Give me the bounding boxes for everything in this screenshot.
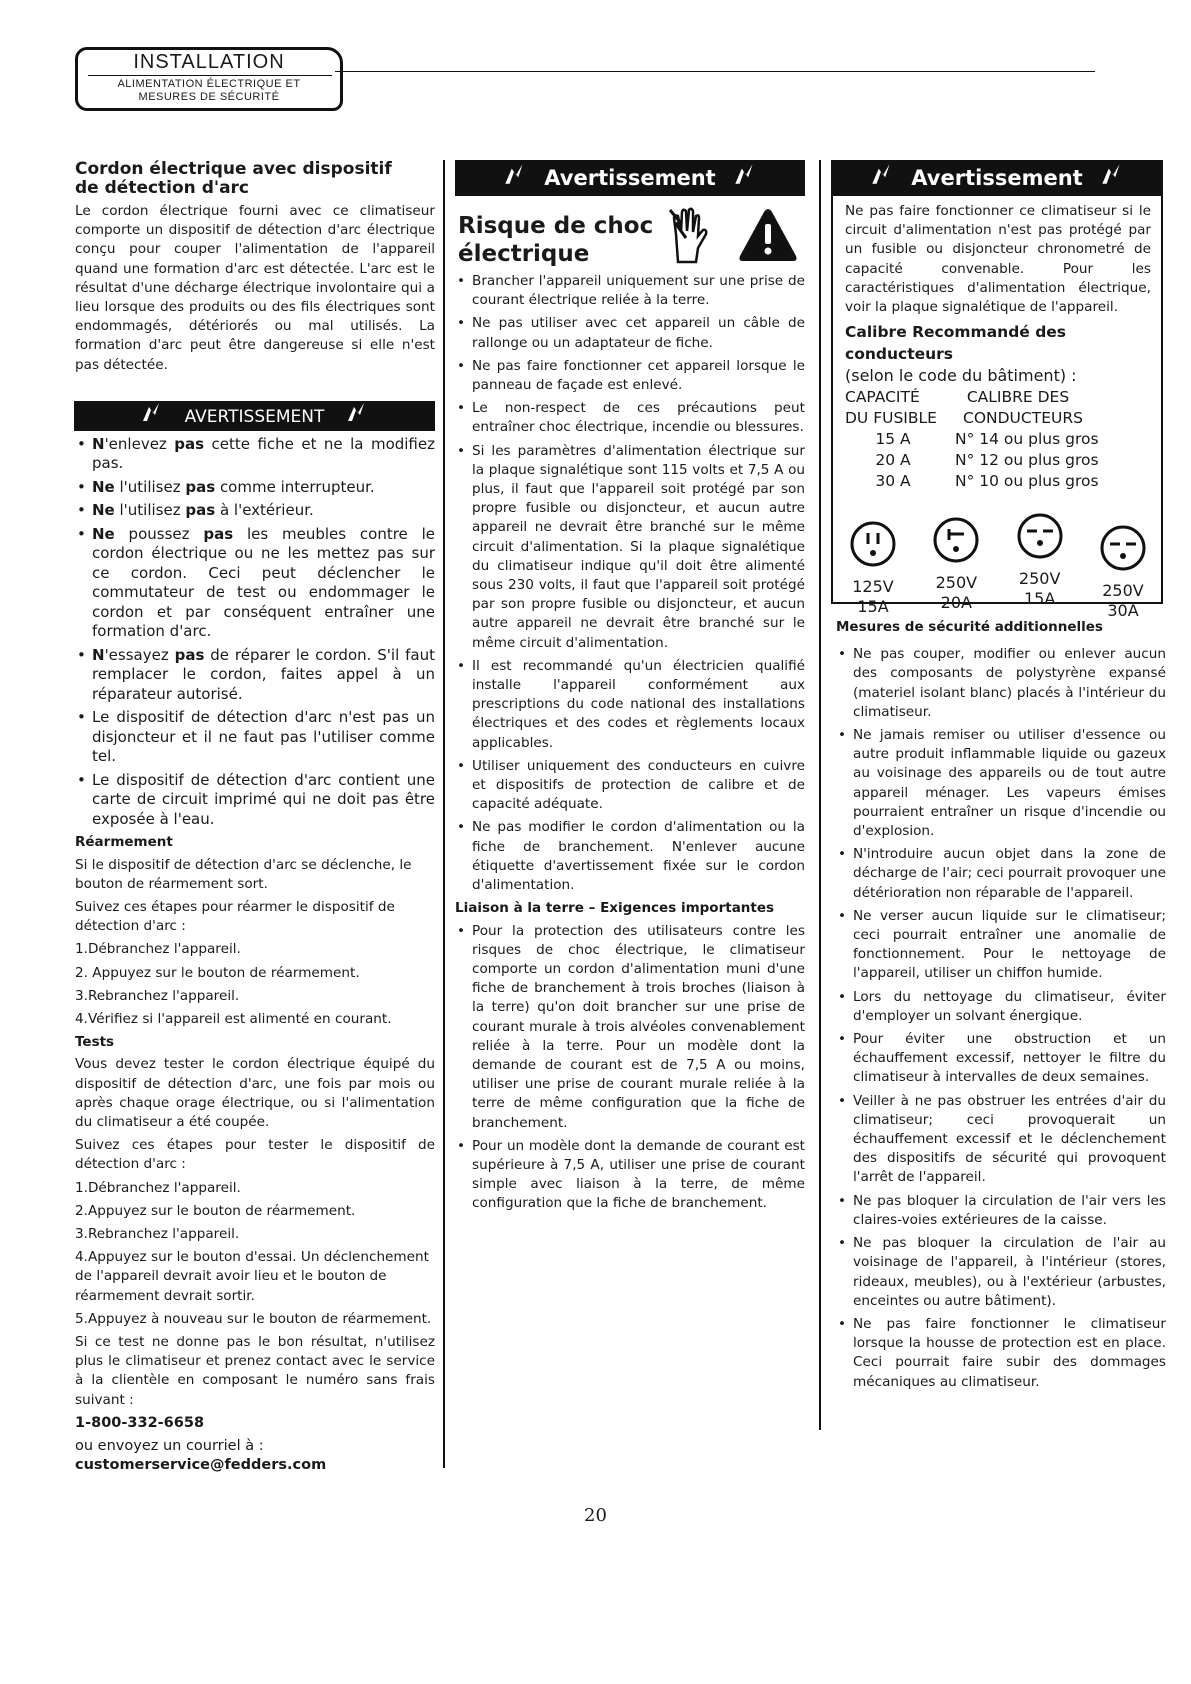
receptacle-icon (1016, 512, 1064, 565)
receptacle-amperage: 15A (857, 597, 889, 617)
warning-triangle-icon (737, 206, 799, 270)
tests-paragraph: Vous devez tester le cordon électrique équipé du dispositif de détection d'arc, une fois par mois ou après chaque orage électrique, ou si l'alimentation du climatiseur a été coupée. (75, 1056, 435, 1130)
shock-hazard-icon (868, 161, 896, 197)
grounding-heading: Liaison à la terre – Exigences importantes (455, 900, 775, 917)
warning-item: • Ne poussez pas les meubles contre le cordon électrique ou ne les mettez pas sur ce cordon. Ceci peut déclencher le commutateur de test ou endommager le cordon et par conséquent entraîner une formation d'arc. (75, 525, 435, 642)
reset-paragraph: Si le dispositif de détection d'arc se déclenche, le bouton de réarmement sort. (75, 856, 412, 892)
shock-hazard-icon (731, 161, 759, 197)
table-row (845, 471, 1151, 492)
email-intro: ou envoyez un courriel à : (75, 1438, 264, 1455)
receptacle-amperage: 30A (1107, 601, 1139, 621)
list-item: • Pour éviter une obstruction et un échauffement excessif, nettoyer le filtre du climatiseur à intervalles de deux semaines. (836, 1030, 1166, 1088)
arc-warnings-list (75, 435, 435, 830)
step-item: 1.Débranchez l'appareil. (75, 941, 241, 958)
step-item: 1.Débranchez l'appareil. (75, 1179, 241, 1196)
list-item: • Ne pas faire fonctionner le climatiseur lorsque la housse de protection est en place. Ceci pourrait faire subir des dommages mécaniques au climatiseur. (836, 1315, 1166, 1392)
list-item: • Il est recommandé qu'un électricien qualifié installe l'appareil conformément aux prescriptions du code national des installations électriques et des codes et règlements locaux applicables. (455, 657, 805, 753)
receptacle-0 (849, 520, 897, 621)
reset-instructions: Suivez ces étapes pour réarmer le dispositif de détection d'arc : (75, 898, 395, 935)
list-item: • Brancher l'appareil uniquement sur une prise de courant électrique reliée à la terre. (455, 272, 805, 310)
support-phone: 1-800-332-6658 (75, 1414, 205, 1431)
step-item: 3.Rebranchez l'appareil. (75, 987, 240, 1004)
step-item: 5.Appuyez à nouveau sur le bouton de réarmement. (75, 1310, 432, 1327)
warning-item: • N'enlevez pas cette fiche et ne la modifiez pas. (75, 435, 435, 474)
receptacle-icon (849, 520, 897, 573)
arc-cord-intro: Le cordon électrique fourni avec ce climatiseur comporte un dispositif de détection d'arc électrique conçu pour couper l'alimentation de l'appareil quand une formation d'arc est détectée. L'arc est le résultat d'une décharge électrique involontaire qui a lieu lorsque des produits ou des fils électriques sont endommagés, détériorés ou mal utilisés. La formation d'arc peut être dangereuse si elle n'est pas détectée. (75, 203, 435, 373)
list-item: • Utiliser uniquement des conducteurs en cuivre et dispositifs de protection de calibre et de capacité adéquate. (455, 757, 805, 815)
shock-risk-list (455, 272, 805, 895)
fuse-warning-text: Ne pas faire fonctionner ce climatiseur si le circuit d'alimentation n'est pas protégé par un fusible ou disjoncteur chronometré de capacité convenable. Pour les caractéristiques d'alimentation électrique, voir la plaque signalétique de l'appareil. (845, 203, 1151, 316)
tests-instructions: Suivez ces étapes pour tester le dispositif de détection d'arc : (75, 1137, 435, 1173)
reset-heading: Réarmement (75, 834, 173, 851)
warning-item: • Ne l'utilisez pas à l'extérieur. (75, 501, 435, 521)
list-item: • Pour un modèle dont la demande de courant est supérieure à 7,5 A, utiliser une prise de courant simple avec liaison à la terre, de même configuration que la fiche de branchement. (455, 1137, 805, 1214)
additional-safety-list (836, 645, 1166, 1392)
step-item: 4.Vérifiez si l'appareil est alimenté en courant. (75, 1010, 392, 1027)
section-title: INSTALLATION (133, 51, 285, 73)
wire-gauge-title: Calibre Recommandé des conducteurs (845, 323, 1067, 364)
list-item: • Ne jamais remiser ou utiliser d'essence ou autre produit inflammable liquide ou gazeux au voisinage des appareils ou de tout autre appareil ménager. Les vapeurs émises pourraient entraîner un risque d'incendie ou d'explosion. (836, 726, 1166, 841)
shock-hazard-icon (139, 401, 165, 433)
reset-steps (75, 940, 435, 1029)
receptacle-2 (1016, 512, 1064, 621)
left-column (75, 160, 435, 1475)
list-item: • Ne pas couper, modifier ou enlever aucun des composants de polystyrène expansé (materiel isolant blanc) placés à l'intérieur du climatiseur. (836, 645, 1166, 722)
avertissement-bar: Avertissement (455, 160, 805, 196)
section-header-tab (75, 47, 343, 111)
page-number: 20 (584, 1505, 607, 1526)
fuse-cell: 15 A (875, 430, 911, 449)
tests-heading: Tests (75, 1034, 115, 1051)
receptacle-icon (1099, 524, 1147, 577)
receptacle-1 (932, 516, 980, 621)
shock-hazard-icon (501, 161, 529, 197)
table-row (845, 450, 1151, 471)
receptacle-amperage: 15A (1024, 589, 1056, 609)
list-item: • N'introduire aucun objet dans la zone de décharge de l'air; ceci pourrait provoquer une détérioration non réparable de l'appareil. (836, 845, 1166, 903)
header-rule (335, 71, 1095, 72)
list-item: • Ne pas bloquer la circulation de l'air au voisinage de l'appareil, à l'intérieur (stores, rideaux, meubles), ou à l'extérieur (arbustes, enceintes ou autre bâtiment). (836, 1234, 1166, 1311)
receptacle-voltage: 125V (852, 577, 894, 597)
wire-cell: N° 10 ou plus gros (955, 472, 1099, 491)
receptacle-voltage: 250V (1018, 569, 1061, 589)
shock-hazard-icon (344, 401, 370, 433)
warning-item: • Le dispositif de détection d'arc n'est pas un disjoncteur et il ne faut pas l'utiliser comme tel. (75, 708, 435, 767)
middle-column (455, 160, 805, 1218)
list-item: • Ne pas modifier le cordon d'alimentation ou la fiche de branchement. N'enlever aucune étiquette d'avertissement fixée sur le cordon d'alimentation. (455, 818, 805, 895)
wire-cell: N° 12 ou plus gros (955, 451, 1099, 470)
fuse-cell: 30 A (875, 472, 911, 491)
support-email: customerservice@fedders.com (75, 1457, 327, 1474)
tests-failure-note: Si ce test ne donne pas le bon résultat, n'utilisez plus le climatiseur et prenez contact avec le service à la clientèle en composant le numéro sans frais suivant : (75, 1334, 435, 1408)
receptacle-voltage: 250V (1102, 581, 1144, 601)
receptacle-amperage: 20A (940, 593, 972, 613)
warning-bar: AVERTISSEMENT (74, 401, 435, 431)
fuse-cell: 20 A (875, 451, 911, 470)
right-column (831, 160, 1166, 1390)
avertissement-bar: Avertissement (831, 160, 1163, 196)
list-item: • Ne pas bloquer la circulation de l'air vers les claires-voies extérieures de la caisse. (836, 1192, 1166, 1230)
warning-item: • N'essayez pas de réparer le cordon. S'il faut remplacer le cordon, faites appel à un réparateur autorisé. (75, 646, 435, 705)
column-divider (443, 160, 445, 1468)
section-subtitle: ALIMENTATION ÉLECTRIQUE ET MESURES DE SÉCURITÉ (117, 78, 301, 103)
list-item: • Pour la protection des utilisateurs contre les risques de choc électrique, le climatiseur comporte un cordon d'alimentation muni d'une fiche de branchement à trois broches (liaison à la terre) qu'on doit brancher sur une prise de courant murale à trois alvéoles convenablement reliée à la terre. Pour un modèle dont la demande de courant est de 7,5 A ou moins, utiliser une prise de courant murale reliée à la terre de même configuration que la fiche de branchement. (455, 922, 805, 1133)
grounding-list (455, 922, 805, 1214)
step-item: 2.Appuyez sur le bouton de réarmement. (75, 1202, 356, 1219)
step-item: 3.Rebranchez l'appareil. (75, 1225, 240, 1242)
hand-shock-icon (668, 204, 712, 270)
receptacle-diagrams (845, 520, 1151, 621)
step-item: 2. Appuyez sur le bouton de réarmement. (75, 964, 360, 981)
warning-item: • Ne l'utilisez pas comme interrupteur. (75, 478, 435, 498)
warning-item: • Le dispositif de détection d'arc contient une carte de circuit imprimé qui ne doit pas être exposée à l'eau. (75, 771, 435, 830)
list-item: • Ne pas utiliser avec cet appareil un câble de rallonge ou un adaptateur de fiche. (455, 314, 805, 352)
receptacle-voltage: 250V (935, 573, 978, 593)
col-header-fuse: CAPACITÉ DU FUSIBLE (845, 388, 937, 428)
wire-gauge-subtitle: (selon le code du bâtiment) : (845, 366, 1077, 386)
list-item: • Lors du nettoyage du climatiseur, éviter d'employer un solvant énergique. (836, 988, 1166, 1026)
list-item: • Ne verser aucun liquide sur le climatiseur; ceci pourrait entraîner une anomalie de fonctionnement. Pour le nettoyage de l'appareil, utiliser un chiffon humide. (836, 907, 1166, 984)
list-item: • Ne pas faire fonctionner cet appareil lorsque le panneau de façade est enlevé. (455, 357, 805, 395)
table-row (845, 429, 1151, 450)
wire-gauge-table (845, 387, 1151, 492)
list-item: • Si les paramètres d'alimentation électrique sur la plaque signalétique sont 115 volts et 7,5 A ou plus, il faut que l'appareil soit protégé par son propre fusible ou disjoncteur, et aucun autre appareil ne devrait être branché sur le même circuit d'alimentation. Si la plaque signalétique du climatiseur indique qu'il doit être alimenté sous 230 volts, il faut que l'appareil soit protégé par son propre fusible ou disjoncteur, et aucun autre appareil ne devrait être branché sur le même circuit d'alimentation. (455, 442, 805, 653)
shock-hazard-icon (1098, 161, 1126, 197)
receptacle-3 (1099, 524, 1147, 621)
shock-risk-title: Risque de choc électrique (458, 213, 654, 267)
additional-safety-heading: Mesures de sécurité additionnelles (836, 619, 1103, 635)
column-divider (819, 160, 821, 1430)
arc-cord-heading: Cordon électrique avec dispositif de détection d'arc (75, 159, 392, 198)
receptacle-icon (932, 516, 980, 569)
tests-steps (75, 1179, 435, 1329)
col-header-wire: CALIBRE DES CONDUCTEURS (963, 388, 1083, 428)
step-item: 4.Appuyez sur le bouton d'essai. Un déclenchement de l'appareil devrait avoir lieu et le bouton de réarmement devrait sortir. (75, 1249, 429, 1304)
wire-cell: N° 14 ou plus gros (955, 430, 1099, 449)
list-item: • Veiller à ne pas obstruer les entrées d'air du climatiseur; ceci provoquerait un échauffement excessif et le déclenchement des dispositifs de sécurité qui provoquent l'arrêt de l'appareil. (836, 1092, 1166, 1188)
list-item: • Le non-respect de ces précautions peut entraîner choc électrique, incendie ou blessures. (455, 399, 805, 437)
